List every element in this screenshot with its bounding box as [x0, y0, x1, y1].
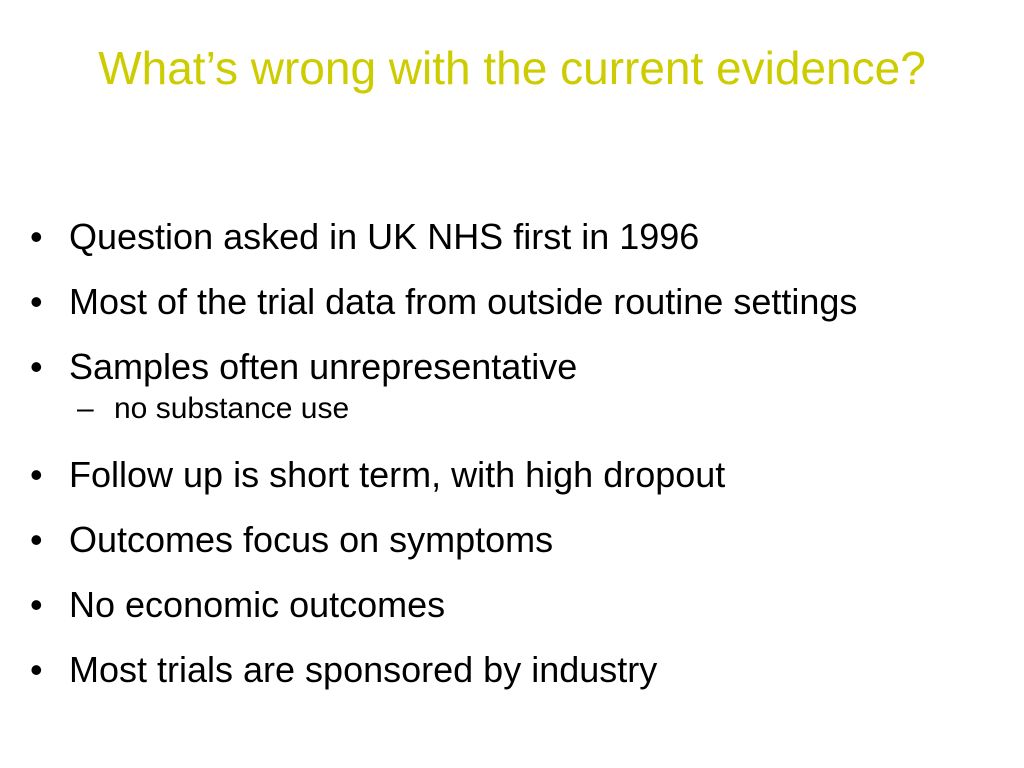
bullet-text: No economic outcomes	[69, 584, 446, 625]
sub-bullet-item	[28, 390, 988, 428]
bullet-icon: •	[30, 216, 43, 257]
bullet-item	[28, 452, 988, 497]
bullet-item	[28, 647, 988, 692]
bullet-text: Most trials are sponsored by industry	[69, 649, 658, 690]
bullet-icon: •	[30, 346, 43, 387]
bullet-icon: •	[30, 281, 43, 322]
bullet-text: Outcomes focus on symptoms	[69, 519, 554, 560]
bullet-text: Question asked in UK NHS first in 1996	[69, 216, 700, 257]
bullet-item	[28, 214, 988, 259]
dash-icon: –	[77, 392, 94, 425]
bullet-icon: •	[30, 454, 43, 495]
bullet-list	[28, 214, 988, 712]
bullet-text: Most of the trial data from outside routine settings	[69, 281, 858, 322]
bullet-icon: •	[30, 584, 43, 625]
bullet-text: Samples often unrepresentative	[69, 346, 578, 387]
bullet-icon: •	[30, 519, 43, 560]
bullet-text: Follow up is short term, with high dropout	[69, 454, 726, 495]
bullet-icon: •	[30, 649, 43, 690]
bullet-item	[28, 517, 988, 562]
bullet-item	[28, 582, 988, 627]
slide-title: What’s wrong with the current evidence?	[98, 42, 926, 94]
sub-bullet-list	[28, 390, 988, 428]
bullet-item	[28, 344, 988, 389]
bullet-item	[28, 279, 988, 324]
sub-bullet-text: no substance use	[114, 392, 350, 425]
sub-bullet-group	[28, 390, 988, 428]
